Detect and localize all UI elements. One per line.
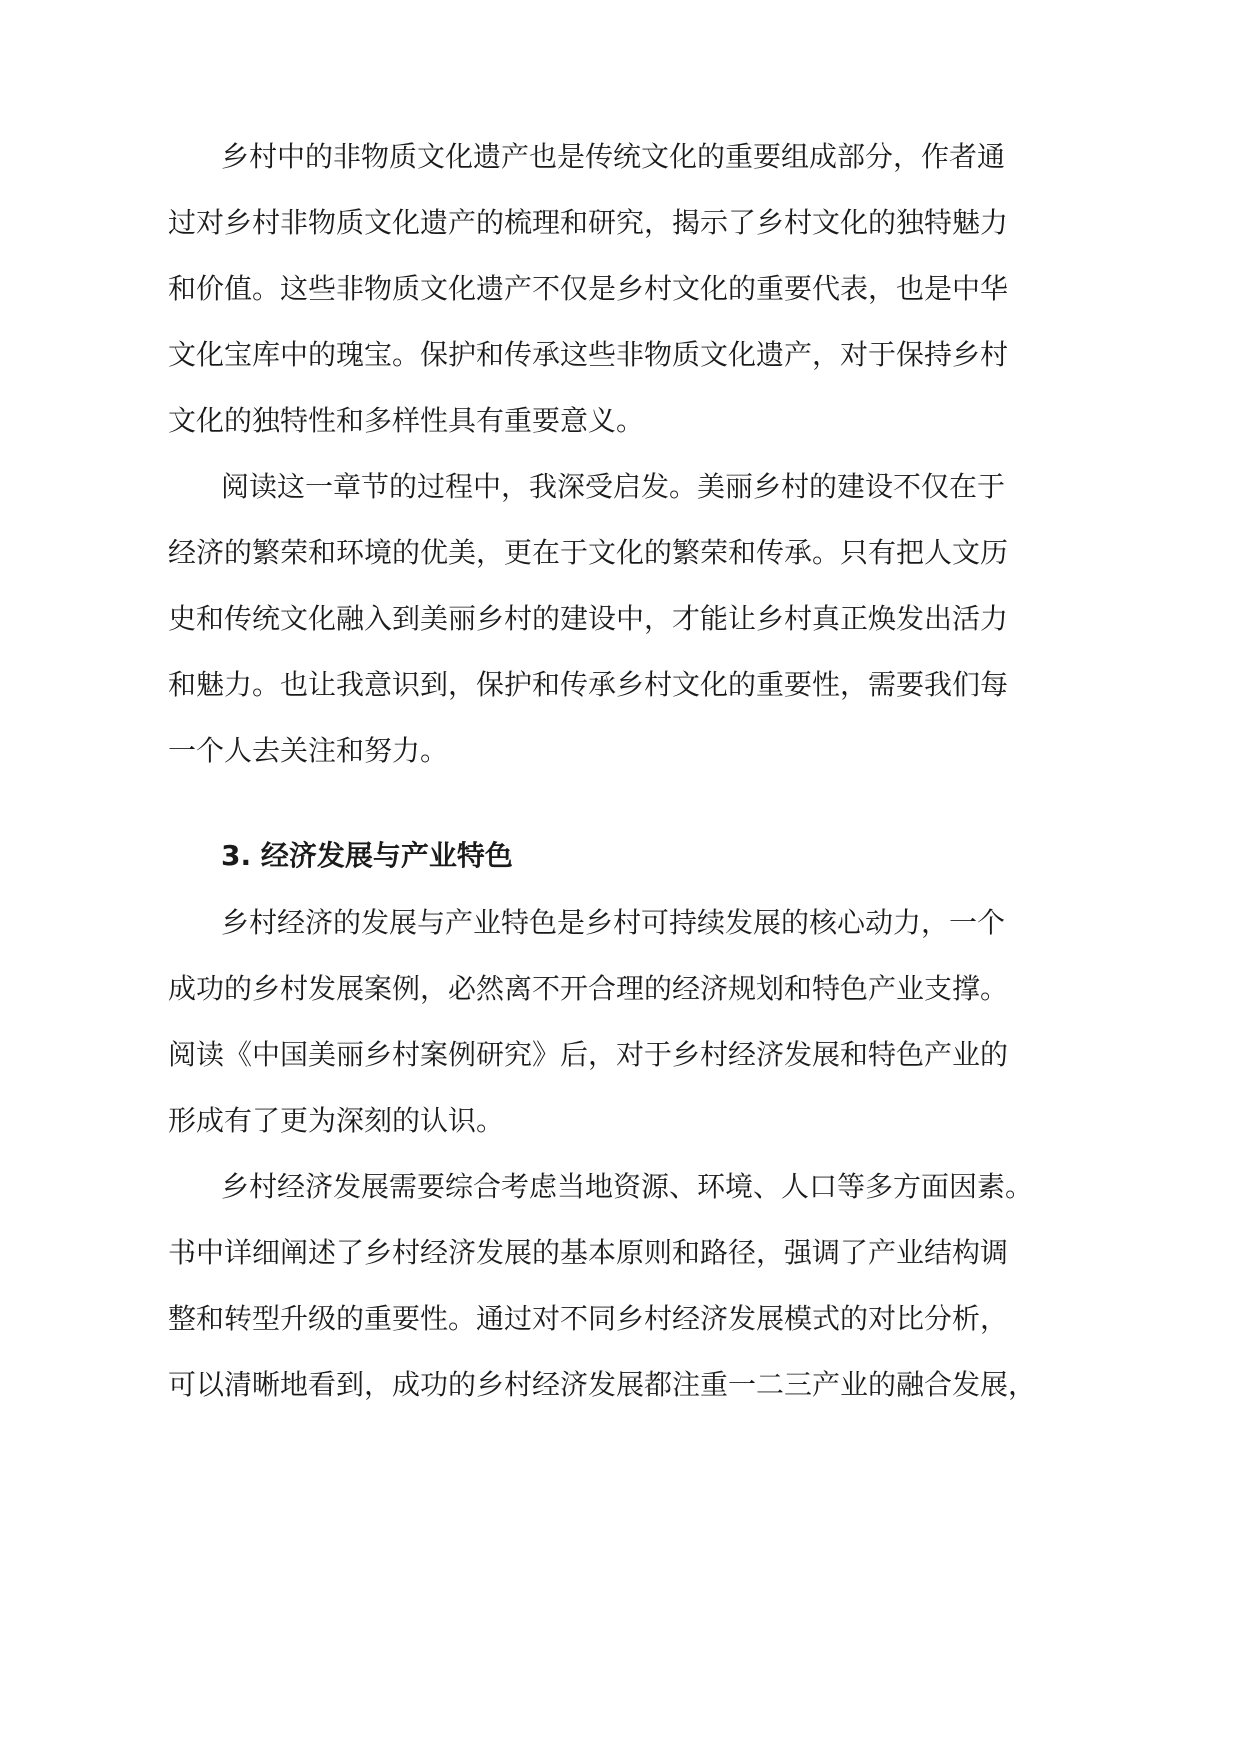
section-heading: 3. 经济发展与产业特色 bbox=[221, 839, 513, 872]
paragraph-1-line-1: 乡村中的非物质文化遗产也是传统文化的重要组成部分，作者通 bbox=[221, 140, 1006, 173]
paragraph-2-line-1: 阅读这一章节的过程中，我深受启发。美丽乡村的建设不仅在于 bbox=[221, 470, 1006, 503]
paragraph-4-line-4: 可以清晰地看到，成功的乡村经济发展都注重一二三产业的融合发展， bbox=[168, 1368, 1037, 1401]
paragraph-3-line-4: 形成有了更为深刻的认识。 bbox=[168, 1104, 505, 1137]
paragraph-3-line-1: 乡村经济的发展与产业特色是乡村可持续发展的核心动力，一个 bbox=[221, 906, 1006, 939]
paragraph-4-line-1: 乡村经济发展需要综合考虑当地资源、环境、人口等多方面因素。 bbox=[221, 1170, 1034, 1203]
paragraph-2-line-3: 史和传统文化融入到美丽乡村的建设中，才能让乡村真正焕发出活力 bbox=[168, 602, 1009, 635]
paragraph-1-line-4: 文化宝库中的瑰宝。保护和传承这些非物质文化遗产，对于保持乡村 bbox=[168, 338, 1009, 371]
paragraph-2-line-4: 和魅力。也让我意识到，保护和传承乡村文化的重要性，需要我们每 bbox=[168, 668, 1009, 701]
paragraph-1-line-5: 文化的独特性和多样性具有重要意义。 bbox=[168, 404, 645, 437]
paragraph-3-line-2: 成功的乡村发展案例，必然离不开合理的经济规划和特色产业支撑。 bbox=[168, 972, 1009, 1005]
paragraph-1-line-2: 过对乡村非物质文化遗产的梳理和研究，揭示了乡村文化的独特魅力 bbox=[168, 206, 1009, 239]
paragraph-2-line-2: 经济的繁荣和环境的优美，更在于文化的繁荣和传承。只有把人文历 bbox=[168, 536, 1009, 569]
paragraph-4-line-3: 整和转型升级的重要性。通过对不同乡村经济发展模式的对比分析， bbox=[168, 1302, 1009, 1335]
paragraph-2-line-5: 一个人去关注和努力。 bbox=[168, 734, 449, 767]
paragraph-1-line-3: 和价值。这些非物质文化遗产不仅是乡村文化的重要代表，也是中华 bbox=[168, 272, 1009, 305]
paragraph-4-line-2: 书中详细阐述了乡村经济发展的基本原则和路径，强调了产业结构调 bbox=[168, 1236, 1009, 1269]
paragraph-3-line-3: 阅读《中国美丽乡村案例研究》后，对于乡村经济发展和特色产业的 bbox=[168, 1038, 1009, 1071]
